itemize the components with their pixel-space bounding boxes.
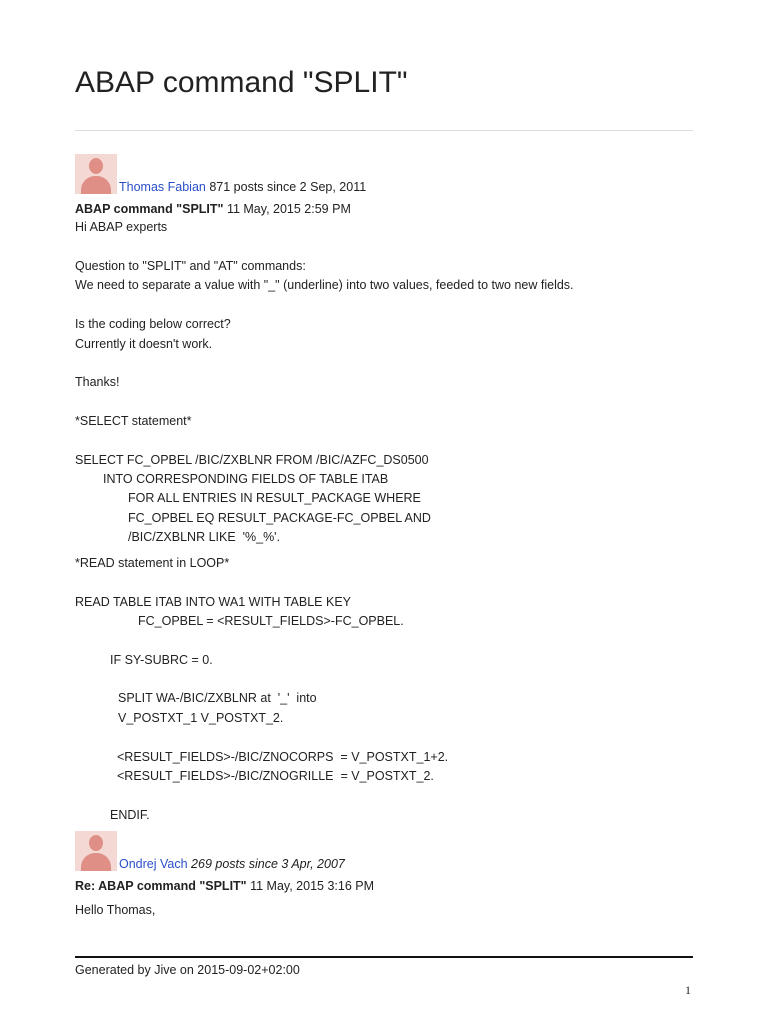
body-line: Hi ABAP experts (75, 220, 168, 234)
code-line: SELECT FC_OPBEL /BIC/ZXBLNR FROM /BIC/AZFC_DS0500 (75, 453, 429, 467)
avatar-body (81, 853, 111, 871)
author-link[interactable]: Thomas Fabian (119, 180, 206, 194)
code-line: <RESULT_FIELDS>-/BIC/ZNOCORPS = V_POSTXT_1+2. (117, 750, 449, 764)
avatar (75, 154, 117, 194)
page-number: 1 (685, 983, 691, 997)
author-link[interactable]: Ondrej Vach (119, 857, 188, 871)
footer-divider (75, 956, 693, 958)
code-line: V_POSTXT_1 V_POSTXT_2. (118, 711, 284, 725)
title-divider (75, 130, 693, 131)
code-line: FC_OPBEL = <RESULT_FIELDS>-FC_OPBEL. (138, 614, 404, 628)
code-line: READ TABLE ITAB INTO WA1 WITH TABLE KEY (75, 595, 351, 609)
post-subject-line (75, 202, 351, 216)
body-line: Hello Thomas, (75, 903, 156, 917)
post-date: 11 May, 2015 3:16 PM (250, 879, 375, 893)
page-title: ABAP command "SPLIT" (75, 66, 408, 99)
avatar (75, 831, 117, 871)
body-line: Question to "SPLIT" and "AT" commands: (75, 259, 306, 273)
code-line: SPLIT WA-/BIC/ZXBLNR at '_' into (118, 691, 317, 705)
post-subject: Re: ABAP command "SPLIT" (75, 879, 247, 893)
avatar-head (89, 835, 103, 851)
code-line: ENDIF. (110, 808, 150, 822)
post-count: 269 posts since 3 Apr, 2007 (191, 857, 345, 871)
footer-generated: Generated by Jive on 2015-09-02+02:00 (75, 963, 300, 977)
body-line: Thanks! (75, 375, 120, 389)
avatar-head (89, 158, 103, 174)
code-line: /BIC/ZXBLNR LIKE '%_%'. (128, 530, 281, 544)
post-subject: ABAP command "SPLIT" (75, 202, 224, 216)
body-line: *READ statement in LOOP* (75, 556, 230, 570)
code-line: IF SY-SUBRC = 0. (110, 653, 213, 667)
post-meta (119, 857, 345, 871)
body-line: *SELECT statement* (75, 414, 192, 428)
body-line: We need to separate a value with "_" (underline) into two values, feeded to two new fields. (75, 278, 574, 292)
body-line: Is the coding below correct? (75, 317, 231, 331)
avatar-body (81, 176, 111, 194)
post-count: 871 posts since 2 Sep, 2011 (209, 180, 367, 194)
post-meta (119, 180, 366, 194)
code-line: INTO CORRESPONDING FIELDS OF TABLE ITAB (103, 472, 389, 486)
code-line: FOR ALL ENTRIES IN RESULT_PACKAGE WHERE (128, 491, 421, 505)
post-date: 11 May, 2015 2:59 PM (226, 202, 351, 216)
code-line: <RESULT_FIELDS>-/BIC/ZNOGRILLE = V_POSTXT_2. (117, 769, 434, 783)
code-line: FC_OPBEL EQ RESULT_PACKAGE-FC_OPBEL AND (128, 511, 431, 525)
post-subject-line (75, 879, 374, 893)
body-line: Currently it doesn't work. (75, 337, 213, 351)
